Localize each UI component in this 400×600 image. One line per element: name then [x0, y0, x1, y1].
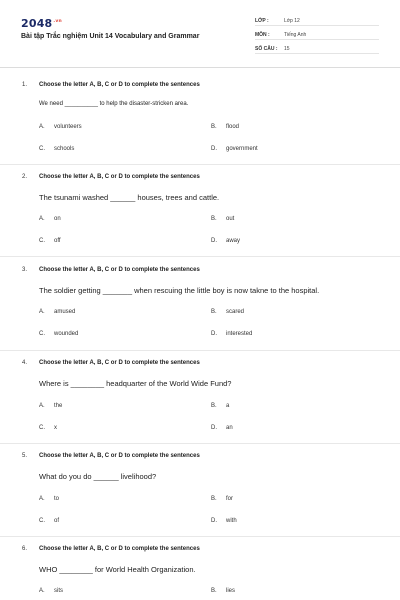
question-number: 6.	[22, 546, 28, 552]
option-text: government	[226, 146, 258, 152]
logo-text: 2048	[21, 17, 53, 30]
question-instruction: Choose the letter A, B, C or D to complete the sentences	[39, 546, 200, 552]
option-letter: D.	[211, 238, 217, 244]
question-instruction: Choose the letter A, B, C or D to complete the sentences	[39, 453, 200, 459]
option-text: off	[54, 238, 61, 244]
header-divider	[0, 67, 400, 68]
question-number: 3.	[22, 267, 28, 273]
question-number: 4.	[22, 360, 28, 366]
question-number: 1.	[22, 82, 28, 88]
option-letter: B.	[211, 496, 217, 502]
option-b[interactable]	[211, 309, 244, 315]
option-letter: B.	[211, 588, 217, 594]
option-letter: D.	[211, 331, 217, 337]
question-number: 2.	[22, 174, 28, 180]
question-instruction: Choose the letter A, B, C or D to complete the sentences	[39, 82, 200, 88]
document-header	[0, 0, 400, 68]
option-text: volunteers	[54, 124, 82, 130]
option-text: scared	[226, 309, 245, 315]
option-b[interactable]	[211, 124, 239, 130]
option-text: of	[54, 518, 60, 524]
site-logo[interactable]	[21, 17, 62, 30]
option-d[interactable]	[211, 425, 233, 431]
question-divider	[0, 256, 400, 257]
option-a[interactable]	[39, 124, 82, 130]
question-divider	[0, 443, 400, 444]
meta-subject-value: Tiếng Anh	[284, 32, 307, 38]
option-text: wounded	[54, 331, 79, 337]
option-text: schools	[54, 146, 75, 152]
option-c[interactable]	[39, 425, 57, 431]
option-letter: D.	[211, 146, 217, 152]
meta-class-row	[255, 16, 379, 26]
option-letter: A.	[39, 124, 45, 130]
question-stem: The soldier getting _______ when rescuing the little boy is now takne to the hospital.	[39, 286, 320, 295]
question-instruction: Choose the letter A, B, C or D to complete the sentences	[39, 174, 200, 180]
option-letter: D.	[211, 425, 217, 431]
option-text: away	[226, 238, 241, 244]
meta-count-row	[255, 44, 379, 54]
option-b[interactable]	[211, 403, 229, 409]
option-b[interactable]	[211, 496, 233, 502]
option-letter: C.	[39, 238, 45, 244]
option-letter: A.	[39, 216, 45, 222]
option-a[interactable]	[39, 496, 59, 502]
option-letter: C.	[39, 425, 45, 431]
question-number: 5.	[22, 453, 28, 459]
option-letter: C.	[39, 518, 45, 524]
option-letter: A.	[39, 496, 45, 502]
option-text: out	[226, 216, 235, 222]
option-letter: B.	[211, 403, 217, 409]
option-letter: B.	[211, 124, 217, 130]
option-b[interactable]	[211, 588, 235, 594]
option-text: for	[226, 496, 234, 502]
option-c[interactable]	[39, 331, 78, 337]
question-stem: The tsunami washed ______ houses, trees and cattle.	[39, 193, 220, 202]
option-d[interactable]	[211, 518, 237, 524]
option-letter: B.	[211, 309, 217, 315]
question-instruction: Choose the letter A, B, C or D to complete the sentences	[39, 360, 200, 366]
option-a[interactable]	[39, 403, 62, 409]
meta-count-label: SỐ CÂU :	[255, 46, 278, 52]
option-c[interactable]	[39, 238, 61, 244]
question-divider	[0, 536, 400, 537]
option-text: on	[54, 216, 61, 222]
question-divider	[0, 164, 400, 165]
meta-subject-row	[255, 30, 379, 40]
option-a[interactable]	[39, 588, 63, 594]
meta-count-value: 15	[284, 46, 290, 52]
option-b[interactable]	[211, 216, 234, 222]
option-text: a	[226, 403, 230, 409]
option-d[interactable]	[211, 331, 252, 337]
option-letter: A.	[39, 588, 45, 594]
meta-subject-label: MÔN :	[255, 32, 270, 38]
question-instruction: Choose the letter A, B, C or D to complete the sentences	[39, 267, 200, 273]
option-text: x	[54, 425, 57, 431]
option-text: sits	[54, 588, 63, 594]
option-text: an	[226, 425, 233, 431]
option-c[interactable]	[39, 146, 74, 152]
option-letter: C.	[39, 331, 45, 337]
option-d[interactable]	[211, 238, 240, 244]
question-stem: We need __________ to help the disaster-stricken area.	[39, 101, 189, 107]
option-text: with	[226, 518, 237, 524]
option-letter: A.	[39, 403, 45, 409]
option-letter: B.	[211, 216, 217, 222]
question-stem: WHO ________ for World Health Organization.	[39, 565, 196, 574]
question-stem: What do you do ______ livelihood?	[39, 472, 157, 481]
option-text: flood	[226, 124, 240, 130]
option-text: to	[54, 496, 60, 502]
question-divider	[0, 350, 400, 351]
option-a[interactable]	[39, 309, 75, 315]
option-text: interested	[226, 331, 253, 337]
logo-suffix: .vn	[53, 19, 62, 24]
option-text: amused	[54, 309, 76, 315]
meta-class-label: LỚP :	[255, 18, 269, 24]
option-text: the	[54, 403, 63, 409]
option-d[interactable]	[211, 146, 258, 152]
option-letter: D.	[211, 518, 217, 524]
option-a[interactable]	[39, 216, 61, 222]
meta-class-value: Lớp 12	[284, 18, 300, 24]
option-text: lies	[226, 588, 236, 594]
document-title: Bài tập Trắc nghiệm Unit 14 Vocabulary and Grammar	[21, 33, 200, 40]
option-letter: C.	[39, 146, 45, 152]
option-letter: A.	[39, 309, 45, 315]
option-c[interactable]	[39, 518, 59, 524]
question-stem: Where is ________ headquarter of the World Wide Fund?	[39, 379, 232, 388]
